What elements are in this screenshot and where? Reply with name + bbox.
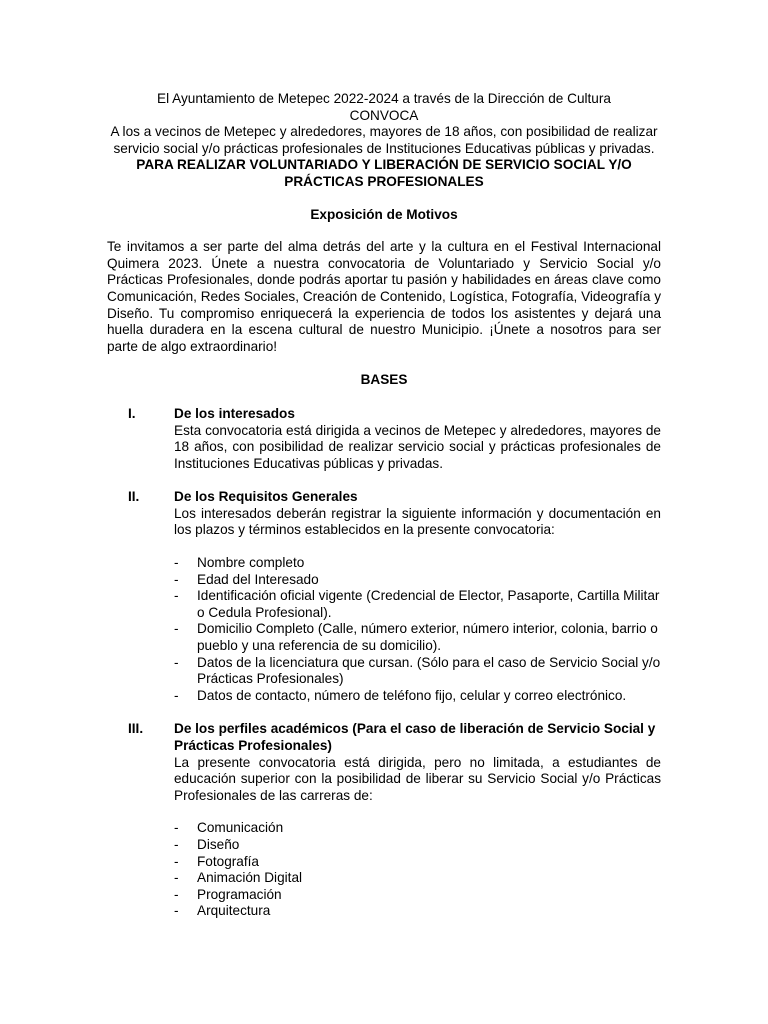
- bullet-dash: -: [174, 870, 179, 886]
- section-2: [107, 489, 661, 704]
- list-item: - Domicilio Completo (Calle, número exterior, número interior, colonia, barrio o pueblo y una referencia de su domicilio).: [174, 621, 658, 654]
- section-numeral: II.: [128, 489, 140, 505]
- list-item: - Animación Digital: [174, 870, 303, 886]
- bullet-dash: -: [174, 836, 179, 852]
- bullet-dash: -: [174, 687, 179, 703]
- list-item: - Nombre completo: [174, 555, 305, 571]
- list-item: - Diseño: [174, 836, 240, 852]
- section-text: Esta convocatoria está dirigida a vecinos de Metepec y alrededores, mayores de 18 años, con posibilidad de realizar servicio social y prácticas profesionales de Instituciones Educativas públicas y privadas.: [174, 422, 661, 471]
- bullet-dash: -: [174, 903, 179, 919]
- bullet-dash: -: [174, 571, 179, 587]
- bullet-dash: -: [174, 654, 179, 670]
- list-item: - Arquitectura: [174, 903, 271, 919]
- section-numeral: I.: [128, 405, 136, 421]
- bases-heading: BASES: [360, 372, 408, 388]
- motives-text: Te invitamos a ser parte del alma detrás del arte y la cultura en el Festival Internacional Quimera 2023. Únete a nuestra convocatoria de Voluntariado y Servicio Social y/o Prácticas Profesionales, donde podrás aportar tu pasión y habilidades en áreas clave como Comunicación, Redes Sociales, Creación de Contenido, Logística, Fotografía, Videografía y Diseño. Tu compromiso enriquecerá la experiencia de todos los asistentes y dejará una huella duradera en la escena cultural de nuestro Municipio. ¡Únete a nosotros para ser parte de algo extraordinario!: [107, 239, 661, 354]
- list-item: - Fotografía: [174, 853, 259, 869]
- section-title: De los interesados: [174, 405, 295, 421]
- section-3: [107, 721, 661, 920]
- section-title: De los Requisitos Generales: [174, 489, 358, 505]
- section-1: [107, 406, 661, 472]
- section-numeral: III.: [128, 721, 144, 737]
- careers-list: [174, 820, 661, 920]
- motives-heading: Exposición de Motivos: [310, 206, 458, 222]
- bullet-dash: -: [174, 588, 179, 604]
- convoca-label: CONVOCA: [349, 107, 419, 123]
- bullet-dash: -: [174, 886, 179, 902]
- bullet-dash: -: [174, 820, 179, 836]
- bullet-dash: -: [174, 853, 179, 869]
- bullet-dash: -: [174, 621, 179, 637]
- list-item: - Programación: [174, 886, 282, 902]
- list-item: - Datos de contacto, número de teléfono fijo, celular y correo electrónico.: [174, 687, 627, 703]
- requirements-list: [174, 555, 661, 704]
- header-audience: A los a vecinos de Metepec y alrededores, mayores de 18 años, con posibilidad de realizar servicio social y/o prácticas profesionales de Instituciones Educativas públicas y privadas.: [110, 124, 658, 156]
- list-item: - Edad del Interesado: [174, 571, 319, 587]
- list-item: - Datos de la licenciatura que cursan. (Sólo para el caso de Servicio Social y/o Prácticas Profesionales): [174, 654, 661, 687]
- document-page: [107, 91, 661, 920]
- section-text: La presente convocatoria está dirigida, pero no limitada, a estudiantes de educación superior con la posibilidad de liberar su Servicio Social y/o Prácticas Profesionales de las carreras de:: [174, 754, 661, 803]
- bullet-dash: -: [174, 555, 179, 571]
- list-item: - Identificación oficial vigente (Credencial de Elector, Pasaporte, Cartilla Militar o Cedula Profesional).: [174, 588, 660, 620]
- document-title: PARA REALIZAR VOLUNTARIADO Y LIBERACIÓN DE SERVICIO SOCIAL Y/O PRÁCTICAS PROFESIONALES: [136, 157, 632, 189]
- list-item: - Comunicación: [174, 820, 284, 836]
- header-line-1: El Ayuntamiento de Metepec 2022-2024 a través de la Dirección de Cultura: [157, 91, 611, 106]
- section-text: Los interesados deberán registrar la siguiente información y documentación en los plazos y términos establecidos en la presente convocatoria:: [174, 505, 661, 538]
- section-title: De los perfiles académicos (Para el caso de liberación de Servicio Social y Prácticas Profesionales): [174, 721, 656, 753]
